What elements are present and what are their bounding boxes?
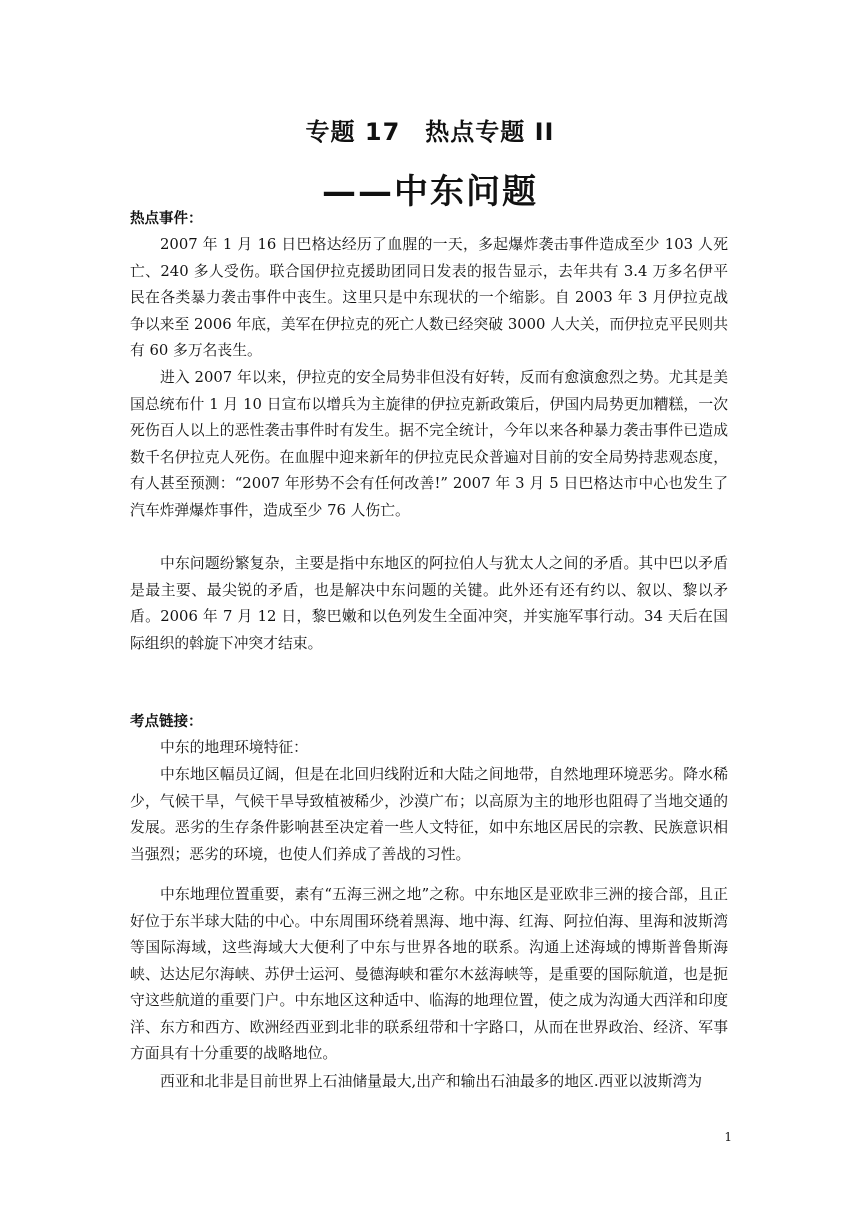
paragraph: 西亚和北非是目前世界上石油储量最大,出产和输出石油最多的地区.西亚以波斯湾为 xyxy=(160,1073,703,1090)
paragraph: 中东地区幅员辽阔，但是在北回归线附近和大陆之间地带，自然地理环境恶劣。降水稀少，气候干旱，气候干旱导致植被稀少，沙漠广布；以高原为主的地形也阻碍了当地交通的发展。恶劣的生存条件影响甚至决定着一些人文特征，如中东地区居民的宗教、民族意识相当强烈；恶劣的环境，也使人们养成了善战的习性。 xyxy=(130,766,728,863)
document-subtitle: ——中东问题 xyxy=(322,172,538,212)
paragraph: 进入 2007 年以来，伊拉克的安全局势非但没有好转，反而有愈演愈烈之势。尤其是美国总统布什 1 月 10 日宣布以增兵为主旋律的伊拉克新政策后，伊国内局势更加糟糕，一次死伤百人以上的恶性袭击事件时有发生。据不完全统计，今年以来各种暴力袭击事件已造成数千名伊拉克人死伤。在血腥中迎来新年的伊拉克民众普遍对目前的安全局势持悲观态度，有人甚至预测：“2007 年形势不会有任何改善!” 2007 年 3 月 5 日巴格达市中心也发生了汽车炸弹爆炸事件，造成至少 76 人伤亡。 xyxy=(130,369,728,519)
page-number: 1 xyxy=(724,1130,732,1144)
paragraph: 中东问题纷繁复杂，主要是指中东地区的阿拉伯人与犹太人之间的矛盾。其中巴以矛盾是最主要、最尖锐的矛盾，也是解决中东问题的关键。此外还有还有约以、叙以、黎以矛盾。2006 年 7 月 12 日，黎巴嫩和以色列发生全面冲突，并实施军事行动。34 天后在国际组织的斡旋下冲突才结束。 xyxy=(130,555,728,652)
section-heading-exam-links: 考点链接： xyxy=(130,714,203,730)
document-title: 专题 17 热点专题 II xyxy=(305,118,555,146)
paragraph: 2007 年 1 月 16 日巴格达经历了血腥的一天，多起爆炸袭击事件造成至少 103 人死亡、240 多人受伤。联合国伊拉克援助团同日发表的报告显示，去年共有 3.4 万多名伊平民在各类暴力袭击事件中丧生。这里只是中东现状的一个缩影。自 2003 年 3 月伊拉克战争以来至 2006 年底，美军在伊拉克的死亡人数已经突破 3000 人大关，而伊拉克平民则共有 60 多万名丧生。 xyxy=(130,236,728,359)
section-heading-hot-events: 热点事件： xyxy=(130,211,203,227)
paragraph: 中东的地理环境特征： xyxy=(160,739,308,756)
paragraph: 中东地理位置重要，素有“五海三洲之地”之称。中东地区是亚欧非三洲的接合部，且正好位于东半球大陆的中心。中东周围环绕着黑海、地中海、红海、阿拉伯海、里海和波斯湾等国际海域，这些海域大大便利了中东与世界各地的联系。沟通上述海域的博斯普鲁斯海峡、达达尼尔海峡、苏伊士运河、曼德海峡和霍尔木兹海峡等，是重要的国际航道，也是扼守这些航道的重要门户。中东地区这种适中、临海的地理位置，使之成为沟通大西洋和印度洋、东方和西方、欧洲经西亚到北非的联系纽带和十字路口，从而在世界政治、经济、军事方面具有十分重要的战略地位。 xyxy=(130,886,728,1062)
